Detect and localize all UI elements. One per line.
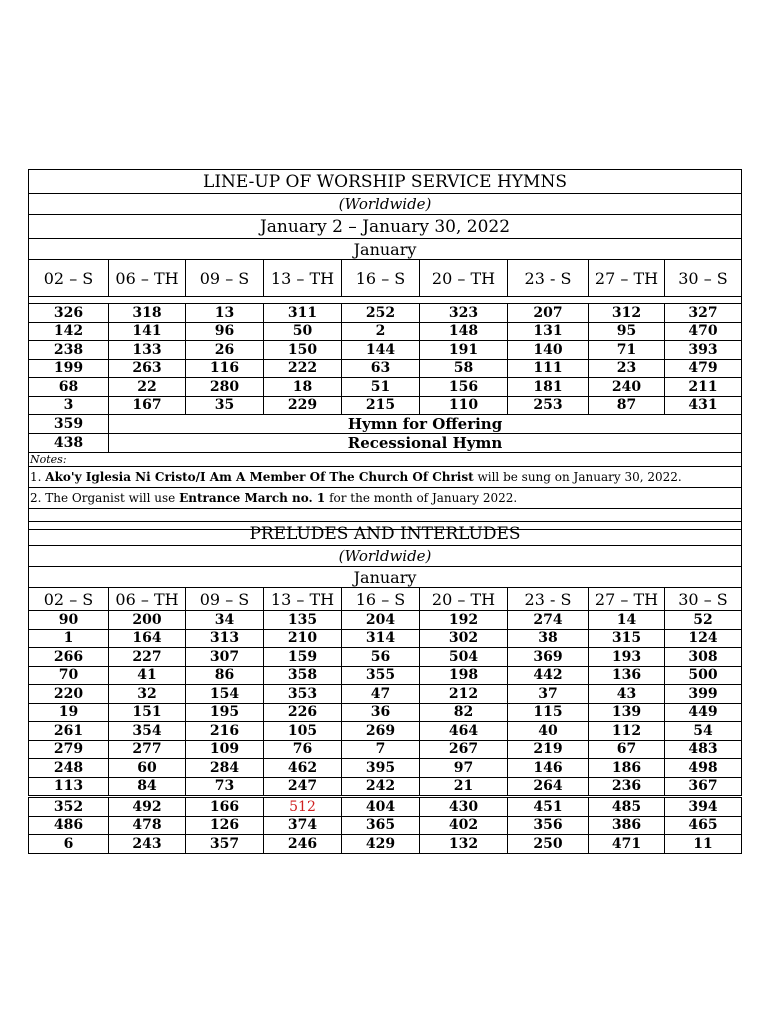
hymn-number-cell: 404 bbox=[342, 797, 420, 817]
column-header: 09 – S bbox=[186, 260, 264, 297]
hymn-number-cell: 6 bbox=[29, 835, 109, 854]
hymn-number-cell: 399 bbox=[665, 685, 742, 704]
hymn-number-cell: 277 bbox=[109, 740, 186, 759]
hymn-number-cell: 192 bbox=[420, 611, 508, 630]
hymn-number-cell: 261 bbox=[29, 722, 109, 741]
hymn-number-cell: 302 bbox=[420, 629, 508, 648]
note-2-march: Entrance March no. 1 bbox=[179, 491, 326, 505]
hymn-number-cell: 166 bbox=[186, 797, 264, 817]
header-divider bbox=[29, 297, 742, 304]
hymn-number-cell: 191 bbox=[420, 341, 508, 360]
hymn-number-cell: 253 bbox=[508, 396, 589, 415]
note-2 bbox=[29, 488, 742, 509]
hymn-number-cell: 73 bbox=[186, 777, 264, 797]
table-row bbox=[29, 797, 742, 817]
hymn-number-cell: 109 bbox=[186, 740, 264, 759]
hymn-number-cell: 238 bbox=[29, 341, 109, 360]
hymn-number-cell: 84 bbox=[109, 777, 186, 797]
hymn-number-cell: 354 bbox=[109, 722, 186, 741]
hymn-number-cell: 263 bbox=[109, 359, 186, 378]
hymn-number-cell: 135 bbox=[264, 611, 342, 630]
hymn-number-cell: 148 bbox=[420, 322, 508, 341]
hymn-number-cell: 374 bbox=[264, 816, 342, 835]
hymn-number-cell: 26 bbox=[186, 341, 264, 360]
hymn-number-cell: 200 bbox=[109, 611, 186, 630]
hymn-number-cell: 266 bbox=[29, 648, 109, 667]
hymn-number-cell: 243 bbox=[109, 835, 186, 854]
hymn-number-cell: 204 bbox=[342, 611, 420, 630]
hymn-number-cell: 96 bbox=[186, 322, 264, 341]
hymn-number-cell: 76 bbox=[264, 740, 342, 759]
recessional-hymn-number: 438 bbox=[29, 434, 109, 453]
hymn-number-cell: 37 bbox=[508, 685, 589, 704]
table-row bbox=[29, 629, 742, 648]
hymn-number-cell: 430 bbox=[420, 797, 508, 817]
hymn-number-cell: 71 bbox=[589, 341, 665, 360]
hymn-number-cell: 35 bbox=[186, 396, 264, 415]
hymn-number-cell: 146 bbox=[508, 759, 589, 778]
preludes-table bbox=[28, 521, 742, 854]
table-row bbox=[29, 648, 742, 667]
hymn-number-cell: 367 bbox=[665, 777, 742, 797]
hymn-number-cell: 219 bbox=[508, 740, 589, 759]
hymn-number-cell: 87 bbox=[589, 396, 665, 415]
table-row bbox=[29, 703, 742, 722]
hymn-number-cell: 47 bbox=[342, 685, 420, 704]
table-row bbox=[29, 396, 742, 415]
table-row bbox=[29, 816, 742, 835]
note-1-prefix: 1. bbox=[30, 470, 46, 484]
preludes-column-header-row bbox=[29, 588, 742, 611]
hymn-number-cell: 1 bbox=[29, 629, 109, 648]
hymn-number-cell: 11 bbox=[665, 835, 742, 854]
hymn-number-cell: 60 bbox=[109, 759, 186, 778]
hymn-number-cell: 307 bbox=[186, 648, 264, 667]
hymn-number-cell: 38 bbox=[508, 629, 589, 648]
hymn-number-cell: 326 bbox=[29, 304, 109, 323]
hymn-number-cell: 240 bbox=[589, 378, 665, 397]
hymn-number-cell: 442 bbox=[508, 666, 589, 685]
preludes-title: PRELUDES AND INTERLUDES bbox=[29, 522, 742, 546]
table-row bbox=[29, 304, 742, 323]
hymn-number-cell: 151 bbox=[109, 703, 186, 722]
hymns-column-header-row bbox=[29, 260, 742, 297]
hymn-number-cell: 181 bbox=[508, 378, 589, 397]
hymn-number-cell: 54 bbox=[665, 722, 742, 741]
hymn-number-cell: 365 bbox=[342, 816, 420, 835]
hymn-number-cell: 193 bbox=[589, 648, 665, 667]
hymn-number-cell: 144 bbox=[342, 341, 420, 360]
hymn-number-cell: 22 bbox=[109, 378, 186, 397]
offering-row bbox=[29, 415, 742, 434]
hymn-number-cell: 465 bbox=[665, 816, 742, 835]
hymn-number-cell: 142 bbox=[29, 322, 109, 341]
hymn-number-cell: 212 bbox=[420, 685, 508, 704]
hymn-number-cell: 462 bbox=[264, 759, 342, 778]
hymn-number-cell: 267 bbox=[420, 740, 508, 759]
table-row bbox=[29, 685, 742, 704]
hymn-number-cell: 105 bbox=[264, 722, 342, 741]
hymn-number-cell: 40 bbox=[508, 722, 589, 741]
preludes-subtitle: (Worldwide) bbox=[29, 546, 742, 567]
hymn-number-cell: 210 bbox=[264, 629, 342, 648]
hymn-number-cell: 470 bbox=[665, 322, 742, 341]
hymn-number-cell: 52 bbox=[665, 611, 742, 630]
hymn-number-cell: 215 bbox=[342, 396, 420, 415]
hymn-number-cell: 250 bbox=[508, 835, 589, 854]
hymn-number-cell: 358 bbox=[264, 666, 342, 685]
hymn-number-cell: 124 bbox=[665, 629, 742, 648]
hymn-number-cell: 402 bbox=[420, 816, 508, 835]
hymn-number-cell: 248 bbox=[29, 759, 109, 778]
hymn-number-cell: 112 bbox=[589, 722, 665, 741]
hymn-number-cell: 449 bbox=[665, 703, 742, 722]
column-header: 06 – TH bbox=[109, 260, 186, 297]
hymn-number-cell: 264 bbox=[508, 777, 589, 797]
column-header: 30 – S bbox=[665, 588, 742, 611]
offering-hymn-label: Hymn for Offering bbox=[109, 415, 742, 434]
hymn-number-cell: 156 bbox=[420, 378, 508, 397]
hymn-number-cell: 274 bbox=[508, 611, 589, 630]
column-header: 27 – TH bbox=[589, 260, 665, 297]
hymn-number-cell: 41 bbox=[109, 666, 186, 685]
column-header: 13 – TH bbox=[264, 588, 342, 611]
note-2-suffix: for the month of January 2022. bbox=[325, 491, 518, 505]
column-header: 20 – TH bbox=[420, 260, 508, 297]
hymn-number-cell: 504 bbox=[420, 648, 508, 667]
hymn-number-cell: 133 bbox=[109, 341, 186, 360]
note-2-prefix: 2. The Organist will use bbox=[30, 491, 180, 505]
hymn-number-cell: 195 bbox=[186, 703, 264, 722]
hymn-number-cell: 252 bbox=[342, 304, 420, 323]
table-row bbox=[29, 759, 742, 778]
hymns-title: LINE-UP OF WORSHIP SERVICE HYMNS bbox=[29, 170, 742, 194]
hymn-number-cell: 327 bbox=[665, 304, 742, 323]
hymn-number-cell: 7 bbox=[342, 740, 420, 759]
hymn-number-cell: 353 bbox=[264, 685, 342, 704]
note-1-suffix: will be sung on January 30, 2022. bbox=[473, 470, 682, 484]
hymn-number-cell: 13 bbox=[186, 304, 264, 323]
hymn-number-cell: 18 bbox=[264, 378, 342, 397]
hymn-number-cell: 207 bbox=[508, 304, 589, 323]
column-header: 13 – TH bbox=[264, 260, 342, 297]
hymn-number-cell: 116 bbox=[186, 359, 264, 378]
hymn-number-cell: 464 bbox=[420, 722, 508, 741]
table-row bbox=[29, 740, 742, 759]
hymn-number-cell: 386 bbox=[589, 816, 665, 835]
hymn-number-cell: 323 bbox=[420, 304, 508, 323]
table-row bbox=[29, 322, 742, 341]
hymn-number-cell: 110 bbox=[420, 396, 508, 415]
hymn-number-cell: 36 bbox=[342, 703, 420, 722]
hymn-number-cell: 58 bbox=[420, 359, 508, 378]
hymn-number-cell: 186 bbox=[589, 759, 665, 778]
column-header: 23 - S bbox=[508, 260, 589, 297]
hymn-number-cell: 280 bbox=[186, 378, 264, 397]
hymn-number-cell: 70 bbox=[29, 666, 109, 685]
hymn-number-cell: 357 bbox=[186, 835, 264, 854]
hymn-number-cell: 14 bbox=[589, 611, 665, 630]
worship-hymns-table bbox=[28, 169, 742, 530]
hymn-number-cell: 86 bbox=[186, 666, 264, 685]
hymn-number-cell: 211 bbox=[665, 378, 742, 397]
hymn-number-cell: 131 bbox=[508, 322, 589, 341]
hymn-number-cell: 139 bbox=[589, 703, 665, 722]
column-header: 06 – TH bbox=[109, 588, 186, 611]
hymn-number-cell: 216 bbox=[186, 722, 264, 741]
hymn-number-cell: 90 bbox=[29, 611, 109, 630]
hymn-number-cell: 68 bbox=[29, 378, 109, 397]
hymn-number-cell: 471 bbox=[589, 835, 665, 854]
hymn-number-cell: 2 bbox=[342, 322, 420, 341]
hymn-number-cell: 393 bbox=[665, 341, 742, 360]
table-row bbox=[29, 666, 742, 685]
hymn-number-cell: 32 bbox=[109, 685, 186, 704]
hymn-number-cell: 167 bbox=[109, 396, 186, 415]
hymn-number-cell: 140 bbox=[508, 341, 589, 360]
recessional-hymn-label: Recessional Hymn bbox=[109, 434, 742, 453]
hymn-number-cell: 154 bbox=[186, 685, 264, 704]
column-header: 09 – S bbox=[186, 588, 264, 611]
hymn-number-cell: 355 bbox=[342, 666, 420, 685]
hymn-number-cell: 95 bbox=[589, 322, 665, 341]
hymn-number-cell: 369 bbox=[508, 648, 589, 667]
hymn-number-cell: 478 bbox=[109, 816, 186, 835]
column-header: 30 – S bbox=[665, 260, 742, 297]
column-header: 20 – TH bbox=[420, 588, 508, 611]
table-row bbox=[29, 835, 742, 854]
hymn-number-cell: 63 bbox=[342, 359, 420, 378]
offering-hymn-number: 359 bbox=[29, 415, 109, 434]
hymn-number-cell: 150 bbox=[264, 341, 342, 360]
hymn-number-cell: 34 bbox=[186, 611, 264, 630]
hymn-number-cell: 21 bbox=[420, 777, 508, 797]
hymn-number-cell: 115 bbox=[508, 703, 589, 722]
hymn-number-cell: 164 bbox=[109, 629, 186, 648]
column-header: 02 – S bbox=[29, 260, 109, 297]
hymn-number-cell: 227 bbox=[109, 648, 186, 667]
recessional-row bbox=[29, 434, 742, 453]
hymn-number-cell: 451 bbox=[508, 797, 589, 817]
hymn-number-cell: 246 bbox=[264, 835, 342, 854]
hymn-number-cell: 82 bbox=[420, 703, 508, 722]
hymn-number-cell: 126 bbox=[186, 816, 264, 835]
table-row bbox=[29, 611, 742, 630]
note-1 bbox=[29, 467, 742, 488]
hymn-number-cell: 483 bbox=[665, 740, 742, 759]
hymn-number-cell: 313 bbox=[186, 629, 264, 648]
hymn-number-cell: 236 bbox=[589, 777, 665, 797]
hymn-number-cell: 479 bbox=[665, 359, 742, 378]
hymn-number-cell: 312 bbox=[589, 304, 665, 323]
column-header: 16 – S bbox=[342, 588, 420, 611]
hymn-number-cell: 159 bbox=[264, 648, 342, 667]
hymn-number-cell: 43 bbox=[589, 685, 665, 704]
column-header: 02 – S bbox=[29, 588, 109, 611]
hymn-number-cell: 486 bbox=[29, 816, 109, 835]
hymn-number-cell: 3 bbox=[29, 396, 109, 415]
hymn-number-cell: 279 bbox=[29, 740, 109, 759]
hymn-number-cell: 498 bbox=[665, 759, 742, 778]
hymn-number-cell: 51 bbox=[342, 378, 420, 397]
hymn-number-cell: 113 bbox=[29, 777, 109, 797]
column-header: 23 - S bbox=[508, 588, 589, 611]
column-header: 27 – TH bbox=[589, 588, 665, 611]
hymn-number-cell: 269 bbox=[342, 722, 420, 741]
hymn-number-cell: 19 bbox=[29, 703, 109, 722]
hymn-number-cell: 220 bbox=[29, 685, 109, 704]
hymn-number-cell: 199 bbox=[29, 359, 109, 378]
table-row bbox=[29, 777, 742, 797]
hymn-number-cell: 136 bbox=[589, 666, 665, 685]
hymn-number-cell: 23 bbox=[589, 359, 665, 378]
hymn-number-cell: 485 bbox=[589, 797, 665, 817]
table-row bbox=[29, 341, 742, 360]
hymn-number-cell: 222 bbox=[264, 359, 342, 378]
hymn-number-cell: 356 bbox=[508, 816, 589, 835]
hymn-number-cell: 56 bbox=[342, 648, 420, 667]
hymn-number-cell: 512 bbox=[264, 797, 342, 817]
hymn-number-cell: 242 bbox=[342, 777, 420, 797]
hymn-number-cell: 492 bbox=[109, 797, 186, 817]
hymns-subtitle: (Worldwide) bbox=[29, 194, 742, 215]
hymn-number-cell: 198 bbox=[420, 666, 508, 685]
hymn-number-cell: 395 bbox=[342, 759, 420, 778]
table-row bbox=[29, 722, 742, 741]
hymn-number-cell: 132 bbox=[420, 835, 508, 854]
hymn-number-cell: 284 bbox=[186, 759, 264, 778]
hymn-number-cell: 226 bbox=[264, 703, 342, 722]
notes-label: Notes: bbox=[29, 453, 742, 467]
hymn-number-cell: 431 bbox=[665, 396, 742, 415]
date-range: January 2 – January 30, 2022 bbox=[29, 215, 742, 239]
hymn-number-cell: 394 bbox=[665, 797, 742, 817]
hymn-number-cell: 67 bbox=[589, 740, 665, 759]
hymn-number-cell: 229 bbox=[264, 396, 342, 415]
preludes-month: January bbox=[29, 567, 742, 588]
table-row bbox=[29, 378, 742, 397]
hymn-number-cell: 50 bbox=[264, 322, 342, 341]
hymn-number-cell: 318 bbox=[109, 304, 186, 323]
hymn-number-cell: 111 bbox=[508, 359, 589, 378]
hymn-number-cell: 429 bbox=[342, 835, 420, 854]
hymn-number-cell: 311 bbox=[264, 304, 342, 323]
hymn-number-cell: 97 bbox=[420, 759, 508, 778]
hymn-number-cell: 308 bbox=[665, 648, 742, 667]
table-row bbox=[29, 359, 742, 378]
hymn-number-cell: 141 bbox=[109, 322, 186, 341]
hymn-number-cell: 247 bbox=[264, 777, 342, 797]
hymn-number-cell: 500 bbox=[665, 666, 742, 685]
hymn-number-cell: 352 bbox=[29, 797, 109, 817]
note-1-song-title: Ako'y Iglesia Ni Cristo/I Am A Member Of The Church Of Christ bbox=[45, 470, 474, 484]
hymns-month: January bbox=[29, 239, 742, 260]
hymn-number-cell: 315 bbox=[589, 629, 665, 648]
column-header: 16 – S bbox=[342, 260, 420, 297]
hymn-number-cell: 314 bbox=[342, 629, 420, 648]
